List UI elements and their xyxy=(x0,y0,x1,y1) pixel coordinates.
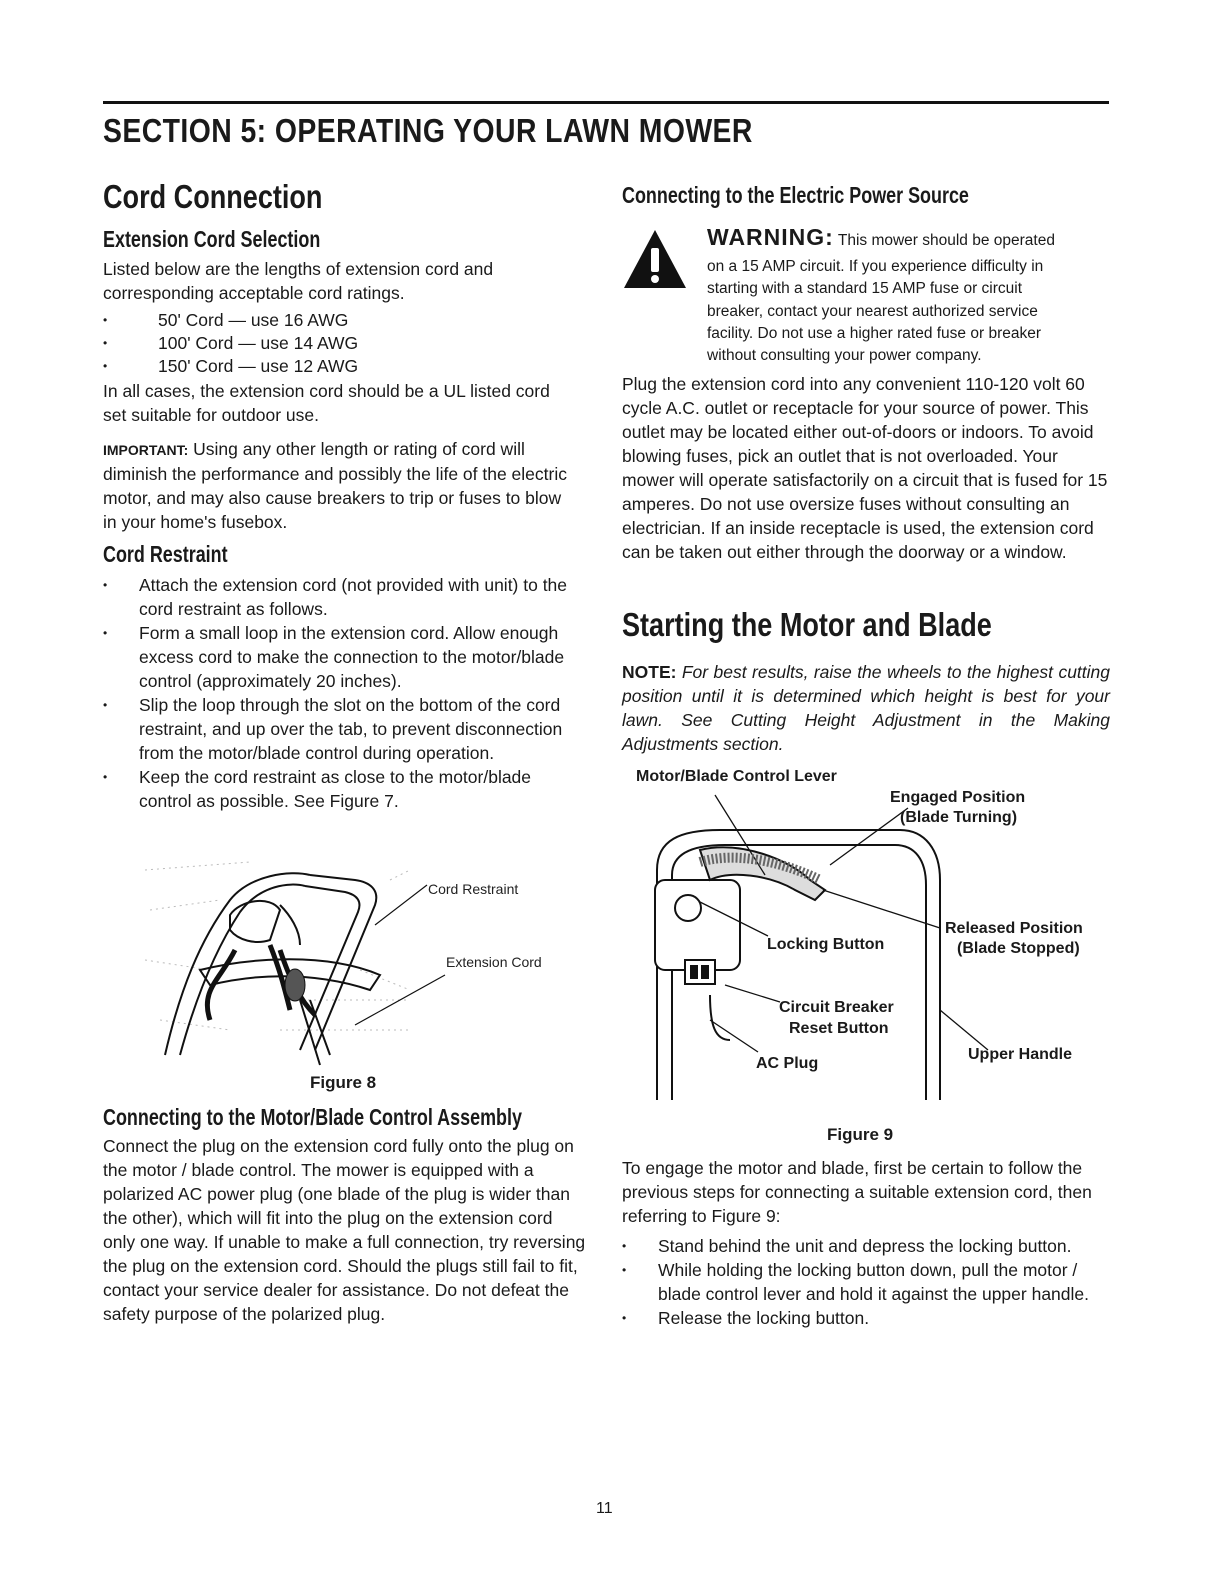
top-rule xyxy=(103,101,1109,104)
cord-ratings-list xyxy=(103,309,573,378)
section-title: SECTION 5: OPERATING YOUR LAWN MOWER xyxy=(103,112,753,149)
extension-cord-intro: Listed below are the lengths of extension cord and corresponding acceptable cord ratings. xyxy=(103,259,494,303)
locking-button-label: Locking Button xyxy=(767,936,885,953)
warning-triangle-icon xyxy=(622,228,688,290)
list-item: • Attach the extension cord (not provided with unit) to the cord restraint as follows. xyxy=(103,573,588,621)
list-item: • Keep the cord restraint as close to the motor/blade control as possible. See Figure 7. xyxy=(103,765,588,813)
figure-8-caption: Figure 8 xyxy=(310,1073,377,1092)
starting-heading: Starting the Motor and Blade xyxy=(622,606,992,643)
list-item: • 150' Cord — use 12 AWG xyxy=(103,355,573,378)
engage-intro: To engage the motor and blade, first be certain to follow the previous steps for connecting a suitable extension cord, then referring to Figure 9: xyxy=(622,1158,1092,1226)
list-item: • Stand behind the unit and depress the locking button. xyxy=(622,1234,1092,1258)
important-text: Using any other length or rating of cord will diminish the performance and possibly the life of the electric motor, and may also cause breakers to trip or fuses to blow in your home's fusebox. xyxy=(103,439,567,532)
circuit-breaker-label-2: Reset Button xyxy=(789,1020,889,1037)
warning-line: facility. Do not use a higher rated fuse or breaker xyxy=(707,324,1041,342)
figure-8-extension-cord-label: Extension Cord xyxy=(446,954,542,970)
power-source-text: Plug the extension cord into any convenient 110-120 volt 60 cycle A.C. outlet or receptacle for your source of power. This outlet may be located either out-of-doors or indoors. To avoid blowing fuses, pick an outlet that is not overloaded. Your mower will operate satisfactorily on a circuit that is fused for 15 amperes. Do not use oversize fuses without consulting an electrician. If an inside receptacle is used, the extension cord can be taken out either through the doorway or a window. xyxy=(622,374,1108,562)
warning-line: on a 15 AMP circuit. If you experience difficulty in xyxy=(707,258,1044,275)
released-label-2: (Blade Stopped) xyxy=(957,940,1080,957)
note-paragraph xyxy=(622,660,1110,756)
engaged-label-2: (Blade Turning) xyxy=(900,809,1018,826)
list-item: • Form a small loop in the extension cord. Allow enough excess cord to make the connection to the motor/blade control (approximately 20 inches). xyxy=(103,621,588,693)
engage-steps-list xyxy=(622,1234,1092,1330)
ac-plug-label: AC Plug xyxy=(756,1055,819,1072)
list-item: • 100' Cord — use 14 AWG xyxy=(103,332,573,355)
cord-connection-heading: Cord Connection xyxy=(103,178,323,215)
warning-first-line: This mower should be operated xyxy=(833,232,1055,249)
list-item: • While holding the locking button down, pull the motor / blade control lever and hold it against the upper handle. xyxy=(622,1258,1092,1306)
figure-8-cord-restraint-label: Cord Restraint xyxy=(428,881,519,897)
warning-line: breaker, contact your nearest authorized service xyxy=(707,302,1038,320)
list-item: • Slip the loop through the slot on the bottom of the cord restraint, and up over the tab, to prevent disconnection from the motor/blade control during operation. xyxy=(103,693,588,765)
warning-label: WARNING: xyxy=(707,224,834,250)
note-label: NOTE: xyxy=(622,662,677,682)
upper-handle-label: Upper Handle xyxy=(968,1046,1073,1063)
motor-blade-assembly-text: Connect the plug on the extension cord fully onto the plug on the motor / blade control. The mower is equipped with a polarized AC power plug (one blade of the plug is wider than the other), which will fit into the plug on the extension cord only one way. If unable to make a full connection, try reversing the plug on the extension cord. Should the plugs still fail to fit, contact your service dealer for assistance. Do not defeat the safety purpose of the polarized plug. xyxy=(103,1136,586,1324)
motor-blade-assembly-heading: Connecting to the Motor/Blade Control Assembly xyxy=(103,1104,522,1130)
list-item: • Release the locking button. xyxy=(622,1306,1092,1330)
cord-restraint-list xyxy=(103,573,588,813)
warning-line: starting with a standard 15 AMP fuse or circuit xyxy=(707,280,1023,298)
important-paragraph xyxy=(103,437,578,534)
warning-line: without consulting your power company. xyxy=(707,347,982,365)
power-source-heading: Connecting to the Electric Power Source xyxy=(622,182,969,208)
important-label: IMPORTANT: xyxy=(103,442,189,458)
engaged-label-1: Engaged Position xyxy=(890,789,1026,806)
warning-block xyxy=(707,222,1107,367)
cord-restraint-heading: Cord Restraint xyxy=(103,541,228,567)
extension-cord-selection-heading: Extension Cord Selection xyxy=(103,226,321,252)
released-label-1: Released Position xyxy=(945,920,1083,937)
note-text: For best results, raise the wheels to the highest cutting position until it is determined which height is best for your lawn. See Cutting Height Adjustment in the Making Adjustments section. xyxy=(622,662,1110,754)
figure-9-caption: Figure 9 xyxy=(827,1125,894,1144)
circuit-breaker-label-1: Circuit Breaker xyxy=(779,999,894,1016)
page-number: 11 xyxy=(596,1500,613,1517)
extension-cord-closing: In all cases, the extension cord should be a UL listed cord set suitable for outdoor use. xyxy=(103,381,550,425)
list-item: • 50' Cord — use 16 AWG xyxy=(103,309,573,332)
lever-label: Motor/Blade Control Lever xyxy=(636,768,837,785)
